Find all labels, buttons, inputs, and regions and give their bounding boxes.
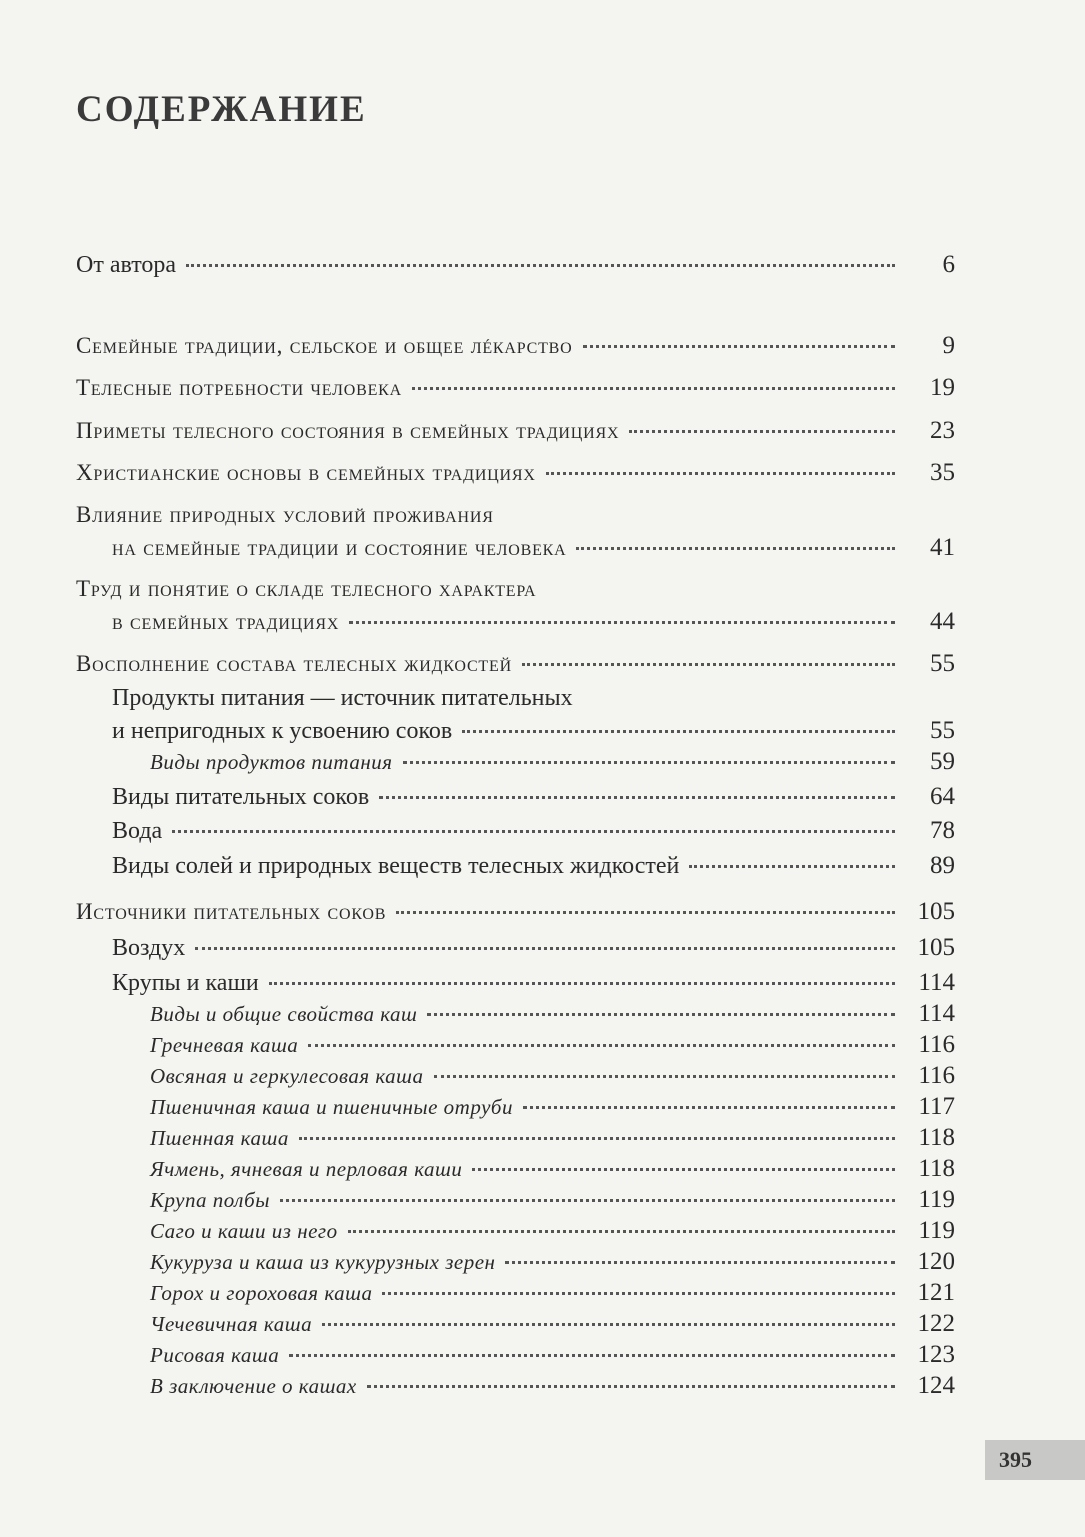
- toc-entry[interactable]: [150, 1341, 955, 1369]
- toc-entry-label: Семейные традиции, сельское и общее лéкарство: [76, 333, 573, 358]
- toc-entry-page: 64: [930, 783, 955, 810]
- toc-entry-page: 117: [918, 1093, 955, 1120]
- dot-leader: [322, 1322, 895, 1326]
- toc-entry[interactable]: [150, 1155, 955, 1183]
- toc-entry[interactable]: [150, 1279, 955, 1307]
- toc-entry[interactable]: [112, 852, 955, 880]
- toc-entry[interactable]: [112, 969, 955, 997]
- toc-entry-label: Вода: [112, 818, 163, 844]
- dot-leader: [522, 662, 895, 666]
- dot-leader: [412, 386, 895, 390]
- toc-entry-page: 89: [930, 852, 955, 879]
- toc-entry-label: Саго и каши из него: [150, 1219, 338, 1243]
- toc-entry-label: на семейные традиции и состояние человека: [112, 535, 567, 560]
- dot-leader: [382, 1291, 895, 1295]
- toc-entry-page: 55: [930, 717, 955, 744]
- dot-leader: [462, 729, 895, 733]
- toc-entry[interactable]: [112, 817, 955, 845]
- toc-entry[interactable]: [150, 1062, 955, 1090]
- toc-entry-page: 116: [918, 1031, 955, 1058]
- toc-entry-label: Чечевичная каша: [150, 1312, 313, 1336]
- toc-entry-label: Крупы и каши: [112, 970, 259, 996]
- toc-entry[interactable]: [150, 1310, 955, 1338]
- toc-entry-label: В заключение о кашах: [150, 1374, 357, 1398]
- toc-entry-page: 41: [930, 534, 955, 561]
- toc-entry-label: Источники питательных соков: [76, 899, 387, 924]
- toc-entry-page: 78: [930, 817, 955, 844]
- dot-leader: [629, 429, 895, 433]
- toc-entry-page: 19: [930, 374, 955, 401]
- toc-entry-page: 118: [918, 1124, 955, 1151]
- toc-entry-page: 55: [930, 650, 955, 677]
- toc-entry[interactable]: [76, 251, 955, 279]
- toc-entry-page: 118: [918, 1155, 955, 1182]
- toc-entry-page: 123: [917, 1341, 955, 1368]
- toc-entry[interactable]: [150, 1000, 955, 1028]
- toc-entry[interactable]: [76, 374, 955, 402]
- toc-entry[interactable]: [150, 1124, 955, 1152]
- toc-entry[interactable]: [112, 534, 955, 562]
- toc-entry-label: Виды продуктов питания: [150, 750, 393, 774]
- toc-entry-label: Телесные потребности человека: [76, 375, 402, 400]
- toc-entry[interactable]: [76, 650, 955, 678]
- toc-entry-label: Виды солей и природных веществ телесных жидкостей: [112, 853, 680, 879]
- toc-entry-page: 121: [917, 1279, 955, 1306]
- toc-entry-label: Пшенная каша: [150, 1126, 289, 1150]
- toc-entry-page: 114: [918, 1000, 955, 1027]
- dot-leader: [546, 471, 895, 475]
- dot-leader: [427, 1012, 895, 1016]
- toc-entry-label: Овсяная и геркулесовая каша: [150, 1064, 424, 1088]
- toc-entry[interactable]: [76, 898, 955, 926]
- dot-leader: [308, 1043, 895, 1047]
- toc-entry-label-line1: Труд и понятие о складе телесного характера: [76, 576, 537, 601]
- dot-leader: [289, 1353, 895, 1357]
- toc-entry-label: Виды питательных соков: [112, 784, 370, 810]
- toc-entry-label: Гречневая каша: [150, 1033, 299, 1057]
- page-title: СОДЕРЖАНИЕ: [76, 89, 367, 130]
- toc-entry[interactable]: [150, 1248, 955, 1276]
- toc-entry-label: и непригодных к усвоению соков: [112, 718, 453, 744]
- toc-entry-page: 114: [918, 969, 955, 996]
- toc-entry-page: 124: [917, 1372, 955, 1399]
- dot-leader: [583, 344, 895, 348]
- toc-entry-page: 9: [942, 332, 955, 359]
- toc-entry-label: Крупа полбы: [150, 1188, 270, 1212]
- toc-entry-label: Пшеничная каша и пшеничные отруби: [150, 1095, 513, 1119]
- toc-entry[interactable]: [112, 934, 955, 962]
- dot-leader: [576, 546, 895, 550]
- dot-leader: [348, 1229, 895, 1233]
- toc-entry-page: 120: [917, 1248, 955, 1275]
- toc-entry[interactable]: [150, 1031, 955, 1059]
- dot-leader: [280, 1198, 895, 1202]
- toc-entry-label: Ячмень, ячневая и перловая каши: [150, 1157, 463, 1181]
- toc-entry-label: Христианские основы в семейных традициях: [76, 460, 536, 485]
- dot-leader: [379, 795, 895, 799]
- toc-entry[interactable]: [112, 717, 955, 745]
- dot-leader: [349, 620, 895, 624]
- dot-leader: [396, 910, 895, 914]
- toc-entry-label: Горох и гороховая каша: [150, 1281, 373, 1305]
- dot-leader: [299, 1136, 895, 1140]
- dot-leader: [472, 1167, 895, 1171]
- toc-entry[interactable]: [150, 1186, 955, 1214]
- toc-entry-label-line1: Продукты питания — источник питательных: [112, 685, 573, 711]
- toc-entry-label: в семейных традициях: [112, 609, 340, 634]
- toc-entry-page: 59: [930, 748, 955, 775]
- toc-entry-label: Кукуруза и каша из кукурузных зерен: [150, 1250, 496, 1274]
- page-number-tab: 395: [985, 1440, 1085, 1480]
- dot-leader: [403, 760, 896, 764]
- dot-leader: [186, 263, 895, 267]
- dot-leader: [523, 1105, 895, 1109]
- toc-entry[interactable]: [150, 1217, 955, 1245]
- toc-entry-label: Воздух: [112, 935, 186, 961]
- toc-entry-page: 6: [942, 251, 955, 278]
- toc-entry-page: 119: [918, 1217, 955, 1244]
- toc-entry-page: 23: [930, 417, 955, 444]
- toc-entry-page: 105: [917, 934, 955, 961]
- toc-entry-label-line1: Влияние природных условий проживания: [76, 502, 494, 527]
- toc-entry[interactable]: [76, 459, 955, 487]
- toc-entry-label: Виды и общие свойства каш: [150, 1002, 418, 1026]
- dot-leader: [195, 946, 895, 950]
- toc-entry-page: 35: [930, 459, 955, 486]
- toc-entry[interactable]: [150, 1372, 955, 1400]
- toc-entry-page: 122: [917, 1310, 955, 1337]
- toc-entry[interactable]: [112, 783, 955, 811]
- toc-entry[interactable]: [76, 332, 955, 360]
- dot-leader: [367, 1384, 895, 1388]
- toc-entry-label: Рисовая каша: [150, 1343, 280, 1367]
- dot-leader: [172, 829, 895, 833]
- dot-leader: [689, 864, 895, 868]
- toc-entry-label: Приметы телесного состояния в семейных традициях: [76, 418, 620, 443]
- toc-entry[interactable]: [150, 748, 955, 776]
- toc-entry[interactable]: [112, 608, 955, 636]
- toc-entry-label: Восполнение состава телесных жидкостей: [76, 651, 512, 676]
- toc-entry-label: От автора: [76, 252, 177, 278]
- toc-entry-page: 105: [917, 898, 955, 925]
- toc-entry-page: 119: [918, 1186, 955, 1213]
- toc-entry-page: 116: [918, 1062, 955, 1089]
- toc-entry[interactable]: [76, 417, 955, 445]
- toc-entry-page: 44: [930, 608, 955, 635]
- dot-leader: [434, 1074, 895, 1078]
- dot-leader: [269, 981, 895, 985]
- toc-entry[interactable]: [150, 1093, 955, 1121]
- dot-leader: [505, 1260, 895, 1264]
